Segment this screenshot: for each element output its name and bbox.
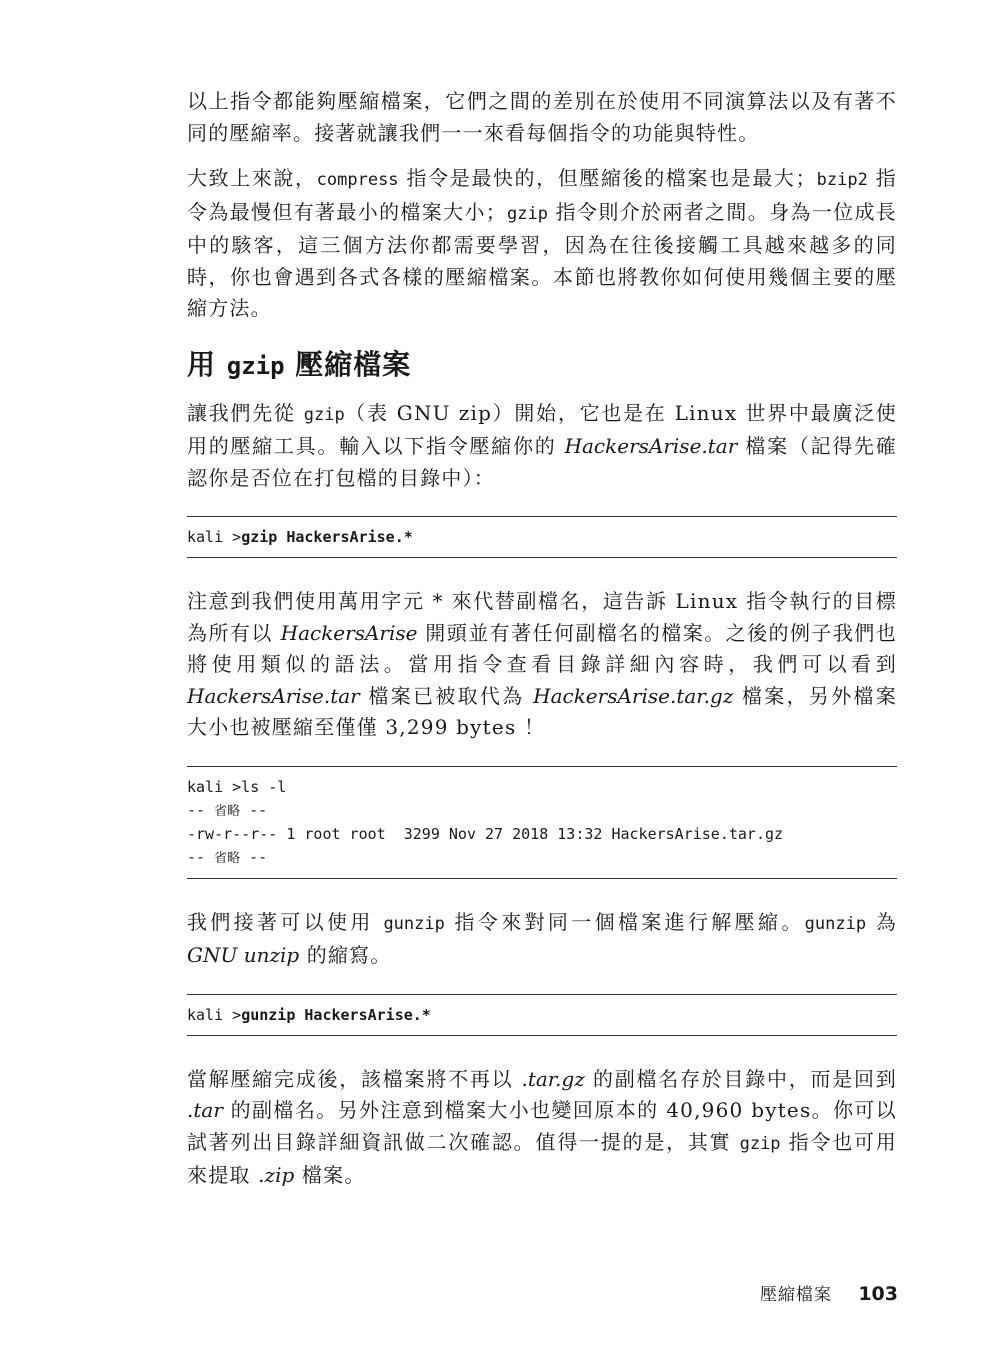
code-line-omitted: 省略: [214, 850, 241, 866]
text: 檔案（記得先確認你是否位在打包檔的目錄中）：: [187, 434, 897, 490]
paragraph-gunzip: [187, 907, 897, 972]
inline-code: gzip: [739, 1133, 781, 1154]
text: 注意到我們使用萬用字元 * 來代替副檔名，這告訴 Linux 指令執行的目標為所有以: [187, 589, 897, 645]
inline-code: compress: [316, 170, 399, 190]
inline-code: gunzip: [383, 913, 445, 934]
italic-term: GNU unzip: [187, 943, 300, 967]
text: （表 GNU zip）開始，它也是在 Linux 世界中最廣泛使用的壓縮工具。輸入以下指令壓縮你的: [187, 400, 897, 458]
paragraph-intro: 以上指令都能夠壓縮檔案，它們之間的差別在於使用不同演算法以及有著不同的壓縮率。接著就讓我們一一來看每個指令的功能與特性。: [187, 89, 897, 145]
code-block-gzip: [187, 516, 897, 558]
page-footer: [760, 1280, 898, 1305]
italic-extension: .tar: [187, 1098, 223, 1122]
code-block-ls: [187, 766, 897, 879]
code-line: --: [187, 847, 215, 866]
chapter-title: 壓縮檔案: [760, 1285, 832, 1305]
text: 的副檔名。另外注意到檔案大小也變回原本的 40,960 bytes。你可以試著列出目錄詳細資訊做二次確認。值得一提的是，其實: [187, 1098, 897, 1154]
page-body: [187, 86, 897, 1206]
inline-code: gzip: [303, 404, 345, 425]
text: 指令是最快的，但壓縮後的檔案也是最大；: [398, 166, 817, 190]
heading-text: 用: [187, 347, 227, 381]
italic-filename: HackersArise.tar.gz: [533, 683, 734, 708]
paragraph-wildcard: [187, 586, 897, 744]
code-line: --: [240, 800, 268, 819]
paragraph-compression-comparison: [187, 163, 897, 325]
inline-code: gunzip: [804, 913, 867, 934]
code-block-gunzip: [187, 994, 897, 1036]
page-number: 103: [858, 1283, 898, 1305]
italic-filename: HackersArise: [280, 620, 418, 645]
code-prompt: kali >: [187, 1005, 242, 1024]
italic-filename: HackersArise.tar: [187, 683, 360, 708]
code-line: kali >ls -l: [187, 777, 287, 796]
heading-code: gzip: [226, 351, 285, 380]
section-heading: [187, 345, 897, 386]
text: 指令也可用來提取: [187, 1129, 897, 1187]
code-line: --: [240, 847, 268, 866]
code-command: gzip HackersArise.*: [241, 528, 413, 546]
text: 讓我們先從: [187, 400, 304, 425]
code-command: gunzip HackersArise.*: [241, 1005, 431, 1024]
paragraph-decompress-result: [187, 1064, 897, 1192]
italic-extension: .zip: [258, 1163, 295, 1187]
text: 為: [866, 909, 897, 934]
italic-extension: .tar.gz: [521, 1066, 585, 1091]
code-line: --: [187, 800, 215, 819]
inline-code: gzip: [507, 203, 548, 224]
text: 檔案，另外檔案大小也被壓縮至僅僅 3,299 bytes ！: [187, 683, 897, 739]
text: 的副檔名存於目錄中，而是回到: [584, 1066, 898, 1091]
text: 指令為最慢但有著最小的檔案大小；: [187, 166, 898, 224]
heading-text: 壓縮檔案: [284, 347, 412, 381]
text: 指令來對同一個檔案進行解壓縮。: [444, 909, 805, 934]
inline-code: bzip2: [816, 170, 868, 190]
text: 我們接著可以使用: [187, 909, 384, 934]
italic-filename: HackersArise.tar: [564, 434, 738, 458]
text: 開頭並有著任何副檔名的檔案。之後的例子我們也將使用類似的語法。當用指令查看目錄詳細內容時，我們可以看到: [187, 620, 897, 676]
text: 的縮寫。: [299, 943, 392, 967]
code-prompt: kali >: [187, 528, 242, 546]
text: 檔案已被取代為: [359, 683, 534, 708]
text: 檔案。: [294, 1163, 366, 1187]
text: 指令則介於兩者之間。身為一位成長中的駭客，這三個方法你都需要學習，因為在往後接觸工具越來越多的同時，你也會遇到各式各樣的壓縮檔案。本節也將教你如何使用幾個主要的壓縮方法。: [187, 199, 897, 320]
code-line: -rw-r--r-- 1 root root 3299 Nov 27 2018 13:32 HackersArise.tar.gz: [187, 824, 784, 843]
code-line-omitted: 省略: [214, 803, 241, 819]
text: 大致上來說，: [187, 166, 317, 190]
paragraph-gzip-intro: [187, 398, 897, 495]
text: 當解壓縮完成後，該檔案將不再以: [187, 1066, 522, 1091]
